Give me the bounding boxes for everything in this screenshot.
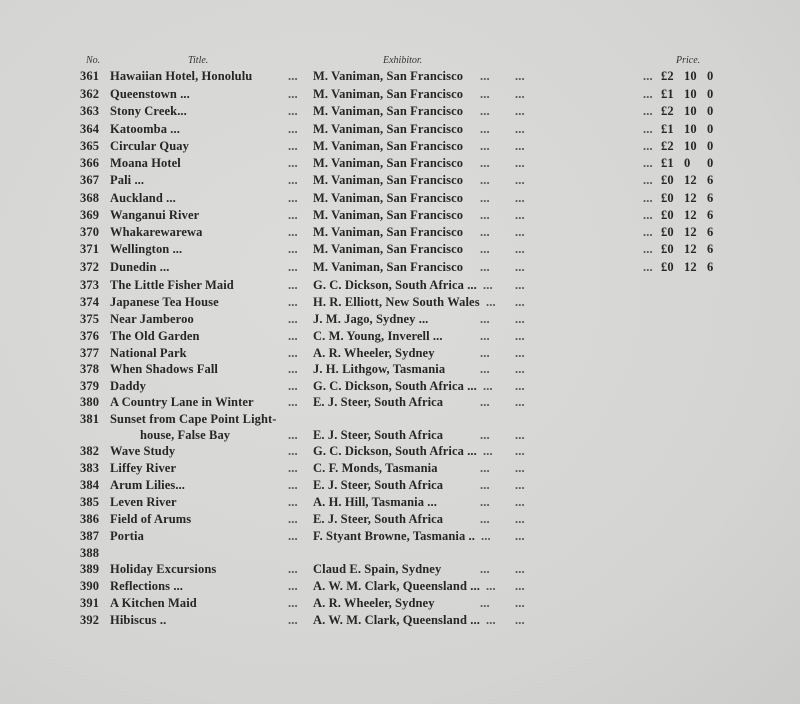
list-item [0,156,800,172]
entry-number: 382 [80,444,100,458]
dot-leader: ... [515,512,525,526]
dot-leader: ... [288,295,298,309]
entry-number: 392 [80,613,100,627]
dot-leader: ... [643,69,653,83]
dot-leader: ... [515,278,525,292]
entry-exhibitor: A. H. Hill, Tasmania ... [313,495,437,509]
entry-exhibitor: E. J. Steer, South Africa [313,512,444,526]
list-item [0,395,800,411]
dot-leader: ... [288,579,298,593]
dot-leader: ... [480,562,490,576]
dot-leader: ... [480,173,490,187]
price-shillings: 0 [684,156,691,170]
list-item [0,260,800,276]
dot-leader: ... [288,562,298,576]
entry-exhibitor: J. H. Lithgow, Tasmania [313,362,446,376]
entry-exhibitor: Claud E. Spain, Sydney [313,562,442,576]
entry-exhibitor: M. Vaniman, San Francisco [313,225,464,239]
price-pounds: £2 [661,69,674,83]
entry-title: Daddy [110,379,146,393]
entry-exhibitor: J. M. Jago, Sydney ... [313,312,429,326]
entry-exhibitor: C. F. Monds, Tasmania [313,461,438,475]
price-pence: 0 [707,69,714,83]
list-item [0,69,800,85]
price-pounds: £2 [661,139,674,153]
price-shillings: 12 [684,225,697,239]
entry-title: Circular Quay [110,139,189,153]
dot-leader: ... [480,191,490,205]
dot-leader: ... [515,156,525,170]
dot-leader: ... [515,562,525,576]
dot-leader: ... [643,139,653,153]
dot-leader: ... [515,613,525,627]
entry-exhibitor: M. Vaniman, San Francisco [313,260,464,274]
dot-leader: ... [515,242,525,256]
dot-leader: ... [515,346,525,360]
entry-title: Liffey River [110,461,177,475]
entry-number: 371 [80,242,100,256]
entry-exhibitor: M. Vaniman, San Francisco [313,87,464,101]
dot-leader: ... [515,428,525,442]
price-shillings: 12 [684,173,697,187]
price-shillings: 12 [684,260,697,274]
dot-leader: ... [288,379,298,393]
price-shillings: 10 [684,122,697,136]
price-pence: 0 [707,156,714,170]
dot-leader: ... [480,104,490,118]
dot-leader: ... [515,379,525,393]
entry-number: 379 [80,379,100,393]
dot-leader: ... [643,156,653,170]
dot-leader: ... [515,139,525,153]
list-item [0,529,800,545]
dot-leader: ... [643,122,653,136]
list-item [0,208,800,224]
dot-leader: ... [288,191,298,205]
price-pounds: £1 [661,122,674,136]
dot-leader: ... [288,596,298,610]
entry-exhibitor: E. J. Steer, South Africa [313,478,444,492]
entry-title: A Kitchen Maid [110,596,197,610]
dot-leader: ... [480,156,490,170]
price-pence: 6 [707,173,714,187]
price-pence: 6 [707,260,714,274]
entry-number: 380 [80,395,100,409]
entry-number: 372 [80,260,100,274]
entry-number: 387 [80,529,100,543]
dot-leader: ... [288,242,298,256]
entry-exhibitor: M. Vaniman, San Francisco [313,173,464,187]
price-pence: 6 [707,191,714,205]
price-pounds: £0 [661,173,674,187]
entry-title: Wellington ... [110,242,183,256]
list-item [0,295,800,311]
price-shillings: 10 [684,104,697,118]
entry-number: 381 [80,412,100,426]
dot-leader: ... [480,395,490,409]
dot-leader: ... [480,139,490,153]
list-item [0,104,800,120]
list-item [0,444,800,460]
entry-exhibitor: A. W. M. Clark, Queensland ... [313,579,480,593]
dot-leader: ... [288,362,298,376]
dot-leader: ... [515,225,525,239]
entry-title: Sunset from Cape Point Light- [110,412,277,426]
price-pounds: £0 [661,191,674,205]
list-item [0,139,800,155]
dot-leader: ... [515,395,525,409]
entry-number: 364 [80,122,100,136]
entry-title: A Country Lane in Winter [110,395,254,409]
dot-leader: ... [480,478,490,492]
dot-leader: ... [288,312,298,326]
list-item [0,122,800,138]
list-item [0,346,800,362]
dot-leader: ... [288,444,298,458]
dot-leader: ... [288,495,298,509]
entry-title: Hibiscus .. [110,613,167,627]
price-pence: 6 [707,208,714,222]
entry-title: Pali ... [110,173,145,187]
entry-number: 369 [80,208,100,222]
entry-title: Arum Lilies... [110,478,186,492]
entry-exhibitor: M. Vaniman, San Francisco [313,156,464,170]
dot-leader: ... [288,122,298,136]
entry-title: Wave Study [110,444,176,458]
dot-leader: ... [486,295,496,309]
entry-exhibitor: M. Vaniman, San Francisco [313,208,464,222]
dot-leader: ... [288,260,298,274]
dot-leader: ... [480,346,490,360]
dot-leader: ... [643,87,653,101]
entry-exhibitor: M. Vaniman, San Francisco [313,69,464,83]
dot-leader: ... [515,461,525,475]
dot-leader: ... [288,156,298,170]
entry-exhibitor: E. J. Steer, South Africa [313,428,444,442]
price-shillings: 10 [684,139,697,153]
dot-leader: ... [288,139,298,153]
entry-title: Dunedin ... [110,260,170,274]
entry-number: 362 [80,87,100,101]
dot-leader: ... [288,225,298,239]
entry-exhibitor: A. R. Wheeler, Sydney [313,596,435,610]
dot-leader: ... [515,69,525,83]
entry-number: 383 [80,461,100,475]
entry-exhibitor: E. J. Steer, South Africa [313,395,444,409]
dot-leader: ... [515,478,525,492]
dot-leader: ... [480,428,490,442]
entry-title: Wanganui River [110,208,200,222]
entry-number: 389 [80,562,100,576]
dot-leader: ... [480,87,490,101]
entry-number: 361 [80,69,100,83]
header-exhibitor: Exhibitor. [383,55,423,66]
dot-leader: ... [515,260,525,274]
entry-title: Near Jamberoo [110,312,194,326]
dot-leader: ... [643,208,653,222]
dot-leader: ... [288,69,298,83]
dot-leader: ... [288,529,298,543]
entry-number: 370 [80,225,100,239]
dot-leader: ... [515,444,525,458]
entry-title-continued: house, False Bay [140,428,231,442]
dot-leader: ... [480,312,490,326]
dot-leader: ... [486,613,496,627]
entry-title: Moana Hotel [110,156,181,170]
entry-exhibitor: H. R. Elliott, New South Wales [313,295,480,309]
dot-leader: ... [515,579,525,593]
entry-title: Japanese Tea House [110,295,219,309]
entry-number: 391 [80,596,100,610]
dot-leader: ... [288,346,298,360]
dot-leader: ... [515,122,525,136]
dot-leader: ... [515,329,525,343]
price-pence: 0 [707,104,714,118]
price-shillings: 10 [684,69,697,83]
entry-exhibitor: M. Vaniman, San Francisco [313,191,464,205]
list-item [0,379,800,395]
entry-number: 377 [80,346,100,360]
dot-leader: ... [288,104,298,118]
entry-title: Field of Arums [110,512,192,526]
entry-title: When Shadows Fall [110,362,218,376]
list-item [0,579,800,595]
dot-leader: ... [515,295,525,309]
dot-leader: ... [515,87,525,101]
dot-leader: ... [515,208,525,222]
dot-leader: ... [288,613,298,627]
entry-number: 365 [80,139,100,153]
dot-leader: ... [515,173,525,187]
entry-title: The Old Garden [110,329,200,343]
dot-leader: ... [483,444,493,458]
entry-exhibitor: M. Vaniman, San Francisco [313,104,464,118]
dot-leader: ... [643,104,653,118]
dot-leader: ... [480,596,490,610]
dot-leader: ... [483,278,493,292]
header-no: No. [86,55,101,66]
dot-leader: ... [480,329,490,343]
entry-title: Queenstown ... [110,87,190,101]
price-pounds: £2 [661,104,674,118]
dot-leader: ... [480,69,490,83]
entry-number: 374 [80,295,100,309]
dot-leader: ... [288,173,298,187]
list-item [0,461,800,477]
entry-title: Katoomba ... [110,122,180,136]
list-item [0,242,800,258]
dot-leader: ... [480,122,490,136]
entry-number: 367 [80,173,100,187]
dot-leader: ... [288,87,298,101]
dot-leader: ... [515,362,525,376]
entry-number: 363 [80,104,100,118]
list-item [0,495,800,511]
list-item [0,562,800,578]
list-item [0,225,800,241]
entry-number: 375 [80,312,100,326]
list-item [0,191,800,207]
dot-leader: ... [515,596,525,610]
dot-leader: ... [288,278,298,292]
list-item [0,613,800,629]
entry-number: 366 [80,156,100,170]
entry-exhibitor: A. W. M. Clark, Queensland ... [313,613,480,627]
price-pounds: £0 [661,208,674,222]
price-pounds: £1 [661,87,674,101]
dot-leader: ... [515,312,525,326]
price-pence: 0 [707,139,714,153]
entry-exhibitor: M. Vaniman, San Francisco [313,242,464,256]
list-item [0,512,800,528]
list-item [0,278,800,294]
entry-exhibitor: G. C. Dickson, South Africa ... [313,444,477,458]
price-pence: 0 [707,122,714,136]
list-item [0,312,800,328]
dot-leader: ... [480,512,490,526]
dot-leader: ... [480,208,490,222]
dot-leader: ... [643,191,653,205]
entry-title: Whakarewarewa [110,225,203,239]
list-item [0,362,800,378]
entry-exhibitor: F. Styant Browne, Tasmania .. [313,529,475,543]
price-shillings: 10 [684,87,697,101]
dot-leader: ... [515,495,525,509]
entry-number: 385 [80,495,100,509]
entry-title: Holiday Excursions [110,562,217,576]
dot-leader: ... [481,529,491,543]
entry-number: 368 [80,191,100,205]
dot-leader: ... [288,329,298,343]
dot-leader: ... [643,225,653,239]
entry-title: Hawaiian Hotel, Honolulu [110,69,253,83]
price-shillings: 12 [684,242,697,256]
header-title: Title. [188,55,209,66]
dot-leader: ... [515,104,525,118]
entry-title: The Little Fisher Maid [110,278,234,292]
entry-title: Portia [110,529,144,543]
header-price: Price. [676,55,701,66]
dot-leader: ... [643,242,653,256]
entry-title: Reflections ... [110,579,184,593]
price-pounds: £0 [661,225,674,239]
entry-exhibitor: C. M. Young, Inverell ... [313,329,443,343]
dot-leader: ... [288,208,298,222]
entry-number: 386 [80,512,100,526]
entry-number: 384 [80,478,100,492]
dot-leader: ... [515,191,525,205]
dot-leader: ... [480,362,490,376]
dot-leader: ... [480,225,490,239]
price-pence: 6 [707,225,714,239]
dot-leader: ... [486,579,496,593]
entry-number: 378 [80,362,100,376]
dot-leader: ... [480,495,490,509]
price-shillings: 12 [684,191,697,205]
dot-leader: ... [288,395,298,409]
price-pounds: £0 [661,242,674,256]
entry-title: Auckland ... [110,191,176,205]
list-item [0,412,800,442]
entry-number: 390 [80,579,100,593]
dot-leader: ... [288,428,298,442]
entry-exhibitor: A. R. Wheeler, Sydney [313,346,435,360]
list-item [0,329,800,345]
entry-exhibitor: G. C. Dickson, South Africa ... [313,278,477,292]
price-pence: 6 [707,242,714,256]
price-pounds: £1 [661,156,674,170]
price-pence: 0 [707,87,714,101]
entry-title: National Park [110,346,187,360]
list-item [0,478,800,494]
dot-leader: ... [643,260,653,274]
list-item [0,87,800,103]
entry-number: 373 [80,278,100,292]
dot-leader: ... [288,512,298,526]
dot-leader: ... [480,461,490,475]
dot-leader: ... [288,478,298,492]
entry-exhibitor: M. Vaniman, San Francisco [313,122,464,136]
list-item [0,596,800,612]
entry-exhibitor: M. Vaniman, San Francisco [313,139,464,153]
dot-leader: ... [515,529,525,543]
entry-exhibitor: G. C. Dickson, South Africa ... [313,379,477,393]
dot-leader: ... [480,242,490,256]
list-item [0,173,800,189]
dot-leader: ... [483,379,493,393]
dot-leader: ... [480,260,490,274]
dot-leader: ... [643,173,653,187]
entry-number: 376 [80,329,100,343]
entry-title: Leven River [110,495,177,509]
entry-number: 388 [80,546,100,560]
price-shillings: 12 [684,208,697,222]
dot-leader: ... [288,461,298,475]
list-item [0,546,800,562]
price-pounds: £0 [661,260,674,274]
entry-title: Stony Creek... [110,104,187,118]
